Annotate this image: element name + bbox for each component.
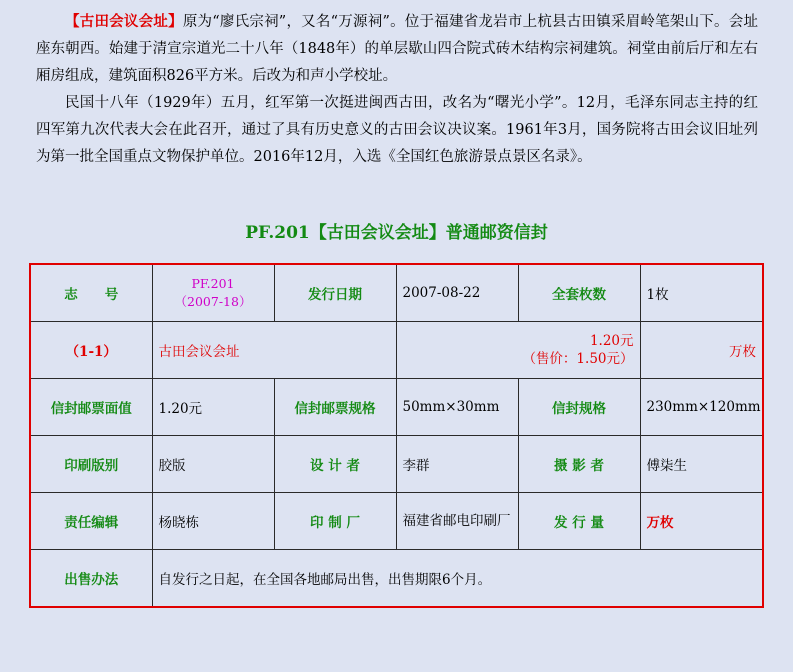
print-type-label: 印刷版别	[30, 436, 152, 493]
table-row	[30, 493, 763, 550]
printer-label: 印 制 厂	[274, 493, 396, 550]
issue-date-value: 2007-08-22	[396, 264, 518, 322]
stamp-price-line2: （售价：1.50元）	[522, 351, 634, 367]
print-type-value: 胶版	[152, 436, 274, 493]
face-value: 1.20元	[152, 379, 274, 436]
set-count-value: 1枚	[640, 264, 763, 322]
issue-date-label: 发行日期	[274, 264, 396, 322]
editor-label: 责任编辑	[30, 493, 152, 550]
circulation-value: 万枚	[640, 493, 763, 550]
stamp-size-value: 50mm×30mm	[396, 379, 518, 436]
designer-value: 李群	[396, 436, 518, 493]
intro-highlight: 【古田会议会址】	[65, 13, 183, 30]
envelope-size-label: 信封规格	[518, 379, 640, 436]
intro-paragraph-1-text: 原为“廖氏宗祠”，又名“万源祠”。位于福建省龙岩市上杭县古田镇采眉岭笔架山下。会址座东朝西。始建于清宣宗道光二十八年（1848年）的单层歇山四合院式砖木结构宗祠建筑。祠堂由前后厅和左右厢房组成，建筑面积826平方米。后改为和声小学校址。	[36, 14, 758, 84]
table-row	[30, 264, 763, 322]
sale-method-label: 出售办法	[30, 550, 152, 608]
zhihao-value	[152, 264, 274, 322]
stamp-price-line1: 1.20元	[589, 333, 634, 349]
editor-value: 杨晓栋	[152, 493, 274, 550]
intro-paragraph-1	[36, 8, 758, 90]
set-count-label: 全套枚数	[518, 264, 640, 322]
sale-method-value: 自发行之日起，在全国各地邮局出售，出售期限6个月。	[152, 550, 763, 608]
table-row	[30, 322, 763, 379]
zhihao-value-line1: PF.201	[191, 276, 235, 291]
stamp-info-table	[29, 263, 764, 608]
circulation-label: 发 行 量	[518, 493, 640, 550]
intro-text	[36, 8, 758, 171]
page-title: PF.201【古田会议会址】普通邮资信封	[245, 223, 548, 243]
table-row	[30, 550, 763, 608]
printer-value: 福建省邮电印刷厂	[396, 493, 518, 550]
intro-paragraph-2: 民国十八年（1929年）五月，红军第一次挺进闽西古田，改名为“曙光小学”。12月，毛泽东同志主持的红四军第九次代表大会在此召开，通过了具有历史意义的古田会议决议案。1961年3月，国务院将古田会议旧址列为第一批全国重点文物保护单位。2016年12月，入选《全国红色旅游景点景区名录》。	[36, 95, 758, 165]
stamp-quantity: 万枚	[640, 322, 763, 379]
photographer-value: 傅柒生	[640, 436, 763, 493]
envelope-size-value: 230mm×120mm	[640, 379, 763, 436]
zhihao-value-line2: （2007-18）	[174, 294, 252, 309]
table-row	[30, 436, 763, 493]
stamp-name: 古田会议会址	[152, 322, 396, 379]
face-value-label: 信封邮票面值	[30, 379, 152, 436]
stamp-size-label: 信封邮票规格	[274, 379, 396, 436]
photographer-label: 摄 影 者	[518, 436, 640, 493]
table-row	[30, 379, 763, 436]
designer-label: 设 计 者	[274, 436, 396, 493]
stamp-price	[396, 322, 640, 379]
zhihao-label: 志 号	[30, 264, 152, 322]
stamp-index: （1-1）	[30, 322, 152, 379]
